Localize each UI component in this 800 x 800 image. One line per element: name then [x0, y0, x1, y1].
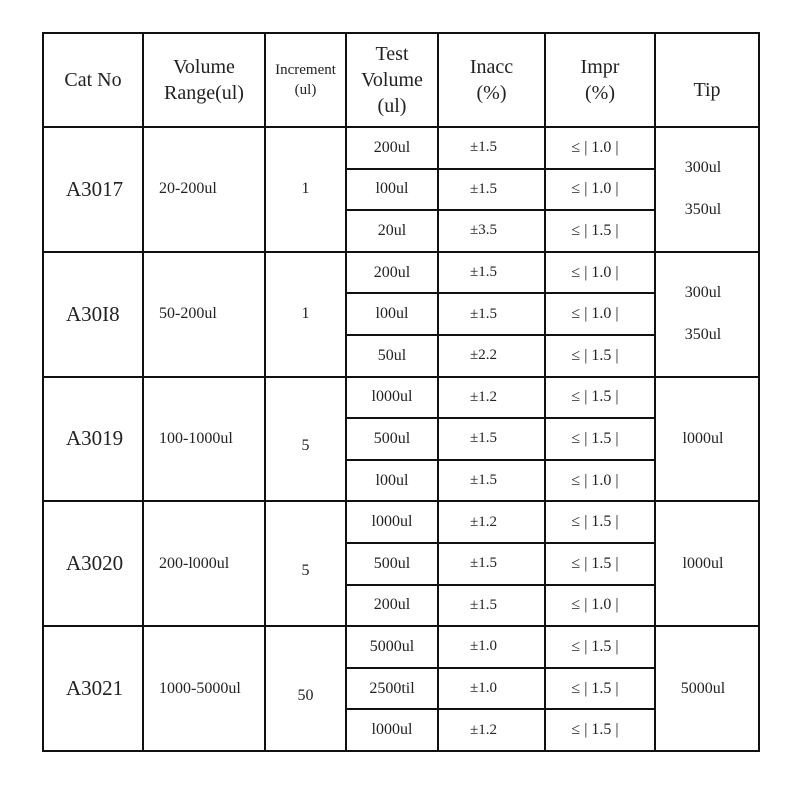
impr-cell: ≤ | 1.0 | — [545, 293, 655, 335]
inacc-cell: ±1.0 — [438, 668, 545, 710]
impr-cell: ≤ | 1.5 | — [545, 418, 655, 460]
table-row — [43, 626, 759, 668]
test-volume-cell: 500ul — [346, 543, 438, 585]
impr-cell: ≤ | 1.5 | — [545, 501, 655, 543]
header-volume-range-line: Volume — [173, 56, 235, 78]
header-increment-line: (ul) — [294, 82, 317, 98]
tip-value: 300ul — [684, 284, 722, 302]
impr-cell: ≤ | 1.5 | — [545, 335, 655, 377]
header-volume-range-line: Range(ul) — [164, 82, 244, 104]
test-volume-cell: l00ul — [346, 293, 438, 335]
table-row — [43, 377, 759, 419]
impr-cell: ≤ | 1.0 | — [545, 169, 655, 211]
header-tip: Tip — [655, 33, 759, 127]
test-volume-cell: 500ul — [346, 418, 438, 460]
test-volume-cell: l000ul — [346, 501, 438, 543]
increment-cell: 5 — [265, 377, 346, 502]
inacc-cell: ±1.5 — [438, 127, 545, 169]
inacc-cell: ±1.5 — [438, 460, 545, 502]
inacc-cell: ±1.5 — [438, 585, 545, 627]
test-volume-cell: l000ul — [346, 709, 438, 751]
header-impr-line: Impr — [580, 56, 620, 78]
tip-value: 350ul — [684, 201, 722, 219]
table-body — [43, 127, 759, 751]
header-increment — [265, 33, 346, 127]
table-row — [43, 127, 759, 169]
cat-no-cell: A3019 — [43, 377, 143, 502]
inacc-cell: ±1.5 — [438, 418, 545, 460]
volume-range-cell: 200-l000ul — [143, 501, 265, 626]
tip-cell — [655, 501, 759, 626]
tip-value: l000ul — [682, 554, 724, 572]
cat-no-cell: A3020 — [43, 501, 143, 626]
impr-cell: ≤ | 1.0 | — [545, 127, 655, 169]
header-inacc-line: (%) — [476, 82, 507, 104]
increment-cell: 50 — [265, 626, 346, 751]
inacc-cell: ±1.5 — [438, 169, 545, 211]
header-volume-range — [143, 33, 265, 127]
inacc-cell: ±1.2 — [438, 501, 545, 543]
header-row — [43, 33, 759, 127]
tip-value: 350ul — [684, 326, 722, 344]
impr-cell: ≤ | 1.5 | — [545, 626, 655, 668]
inacc-cell: ±1.5 — [438, 293, 545, 335]
inacc-cell: ±1.5 — [438, 543, 545, 585]
tip-cell — [655, 377, 759, 502]
inacc-cell: ±2.2 — [438, 335, 545, 377]
inacc-cell: ±1.5 — [438, 252, 545, 294]
impr-cell: ≤ | 1.0 | — [545, 252, 655, 294]
tip-cell — [655, 127, 759, 252]
volume-range-cell: 100-1000ul — [143, 377, 265, 502]
tip-value: 5000ul — [680, 679, 726, 697]
test-volume-cell: 200ul — [346, 127, 438, 169]
tip-cell — [655, 252, 759, 377]
increment-cell: 1 — [265, 127, 346, 252]
impr-cell: ≤ | 1.5 | — [545, 709, 655, 751]
test-volume-cell: 200ul — [346, 252, 438, 294]
pipette-spec-table — [42, 32, 760, 752]
increment-cell: 5 — [265, 501, 346, 626]
test-volume-cell: 200ul — [346, 585, 438, 627]
inacc-cell: ±1.2 — [438, 709, 545, 751]
header-test-volume-line: (ul) — [377, 95, 407, 117]
increment-cell: 1 — [265, 252, 346, 377]
tip-cell — [655, 626, 759, 751]
test-volume-cell: l00ul — [346, 169, 438, 211]
test-volume-cell: l000ul — [346, 377, 438, 419]
impr-cell: ≤ | 1.0 | — [545, 460, 655, 502]
table-row — [43, 501, 759, 543]
volume-range-cell: 50-200ul — [143, 252, 265, 377]
cat-no-cell: A3021 — [43, 626, 143, 751]
test-volume-cell: 5000ul — [346, 626, 438, 668]
cat-no-cell: A30I8 — [43, 252, 143, 377]
impr-cell: ≤ | 1.5 | — [545, 668, 655, 710]
test-volume-cell: 50ul — [346, 335, 438, 377]
volume-range-cell: 20-200ul — [143, 127, 265, 252]
header-inacc — [438, 33, 545, 127]
test-volume-cell: 2500til — [346, 668, 438, 710]
header-increment-line: Increment — [275, 62, 336, 78]
impr-cell: ≤ | 1.0 | — [545, 585, 655, 627]
header-test-volume — [346, 33, 438, 127]
inacc-cell: ±3.5 — [438, 210, 545, 252]
impr-cell: ≤ | 1.5 | — [545, 210, 655, 252]
header-inacc-line: Inacc — [469, 56, 514, 78]
inacc-cell: ±1.0 — [438, 626, 545, 668]
tip-value: 300ul — [684, 159, 722, 177]
test-volume-cell: 20ul — [346, 210, 438, 252]
header-impr — [545, 33, 655, 127]
header-test-volume-line: Volume — [361, 69, 423, 91]
header-test-volume-line: Test — [375, 43, 409, 65]
cat-no-cell: A3017 — [43, 127, 143, 252]
header-cat-no: Cat No — [43, 33, 143, 127]
impr-cell: ≤ | 1.5 | — [545, 543, 655, 585]
inacc-cell: ±1.2 — [438, 377, 545, 419]
table-row — [43, 252, 759, 294]
tip-value: l000ul — [682, 429, 724, 447]
impr-cell: ≤ | 1.5 | — [545, 377, 655, 419]
volume-range-cell: 1000-5000ul — [143, 626, 265, 751]
test-volume-cell: l00ul — [346, 460, 438, 502]
header-impr-line: (%) — [585, 82, 615, 104]
